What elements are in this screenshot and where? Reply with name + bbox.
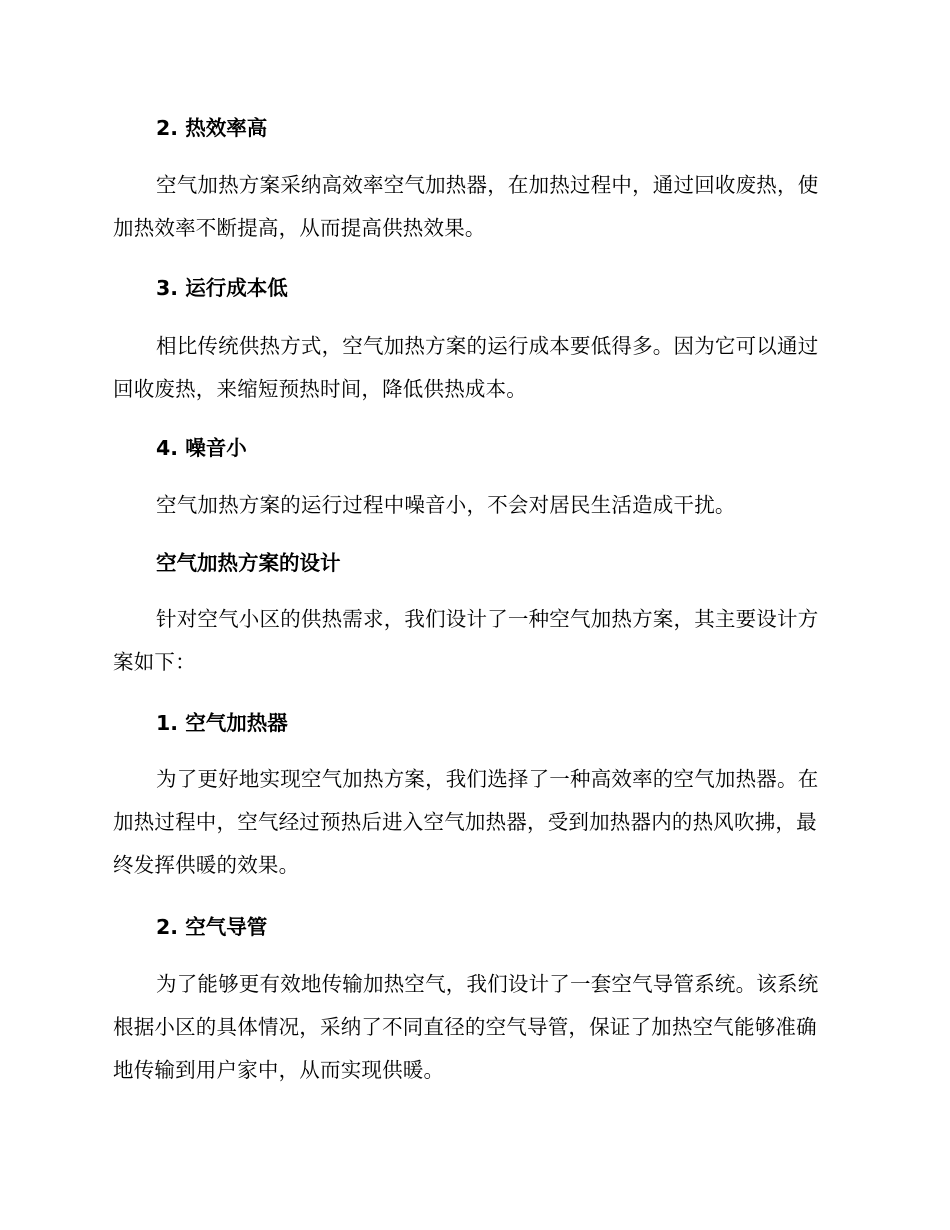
section-paragraph-air-heater: 为了更好地实现空气加热方案，我们选择了一种高效率的空气加热器。在加热过程中，空气经过预热后进入空气加热器，受到加热器内的热风吹拂，最终发挥供暖的效果。 <box>113 767 819 877</box>
section-heading-design: 空气加热方案的设计 <box>156 551 341 575</box>
section-heading-operating-cost: 3. 运行成本低 <box>156 276 288 300</box>
section-heading-thermal-efficiency: 2. 热效率高 <box>156 116 268 140</box>
section-paragraph-operating-cost: 相比传统供热方式，空气加热方案的运行成本要低得多。因为它可以通过回收废热，来缩短预热时间，降低供热成本。 <box>113 334 819 401</box>
section-paragraph-design: 针对空气小区的供热需求，我们设计了一种空气加热方案，其主要设计方案如下： <box>113 607 819 674</box>
section-heading-air-heater: 1. 空气加热器 <box>156 711 288 735</box>
section-paragraph-low-noise: 空气加热方案的运行过程中噪音小，不会对居民生活造成干扰。 <box>156 493 736 517</box>
section-paragraph-air-duct: 为了能够更有效地传输加热空气，我们设计了一套空气导管系统。该系统根据小区的具体情况，采纳了不同直径的空气导管，保证了加热空气能够准确地传输到用户家中，从而实现供暖。 <box>113 972 819 1082</box>
section-paragraph-thermal-efficiency: 空气加热方案采纳高效率空气加热器，在加热过程中，通过回收废热，使加热效率不断提高，从而提高供热效果。 <box>113 173 819 240</box>
section-heading-low-noise: 4. 噪音小 <box>156 436 247 460</box>
section-heading-air-duct: 2. 空气导管 <box>156 915 268 939</box>
